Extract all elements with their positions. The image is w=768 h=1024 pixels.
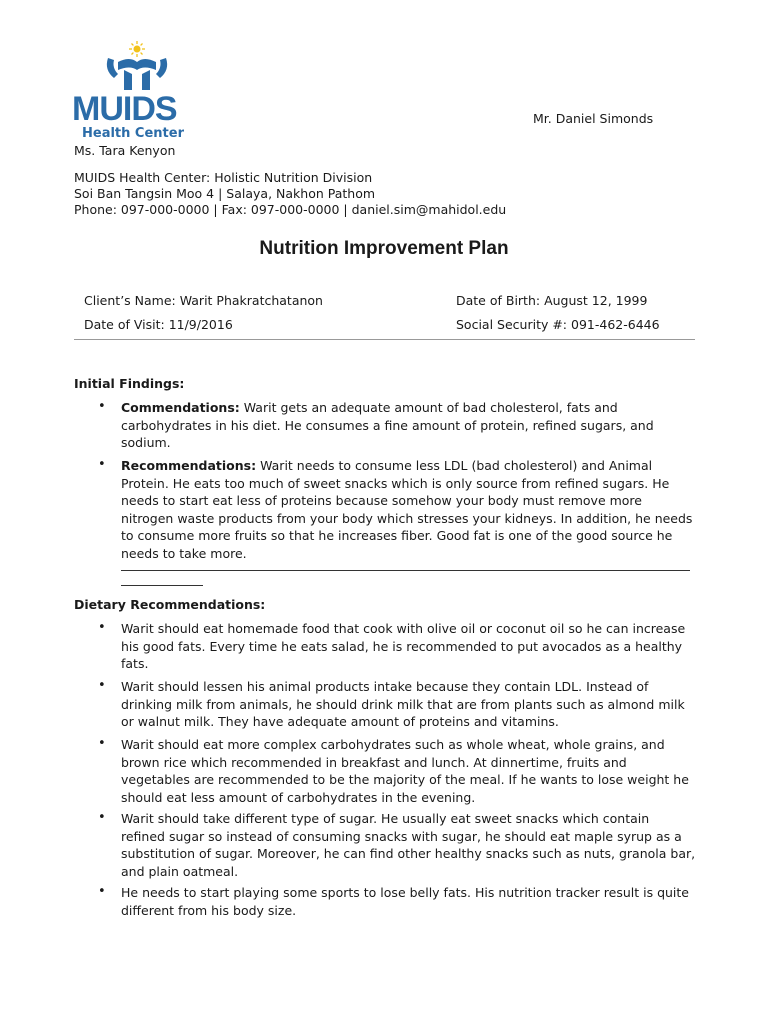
fill-line (121, 585, 203, 586)
commendations-label: Commendations: (121, 400, 240, 415)
bullet-icon: • (98, 736, 106, 751)
dietary-item-text: He needs to start playing some sports to lose belly fats. His nutrition tracker result is quite different from his body size. (121, 885, 689, 918)
sender-name: Ms. Tara Kenyon (74, 143, 176, 158)
recipient-name: Mr. Daniel Simonds (533, 111, 654, 126)
bullet-icon: • (98, 457, 106, 472)
dietary-recommendations-heading: Dietary Recommendations: (74, 597, 266, 612)
dietary-item-text: Warit should eat homemade food that cook with olive oil or coconut oil so he can increase his good fats. Every time he eats salad, he is recommended to put avocados as a healthy fats. (121, 621, 686, 671)
commendations-text: Warit gets an adequate amount of bad cholesterol, fats and carbohydrates in his diet. He consumes a fine amount of protein, refined sugars, and sodium. (121, 400, 654, 450)
list-item (98, 620, 696, 673)
bullet-icon: • (98, 620, 106, 635)
muids-logo (70, 40, 210, 150)
bullet-icon: • (98, 399, 106, 414)
contact-line: Phone: 097-000-0000 | Fax: 097-000-0000 | daniel.sim@mahidol.edu (74, 202, 507, 217)
document-title: Nutrition Improvement Plan (259, 238, 509, 259)
divider (74, 339, 695, 340)
list-item (98, 457, 696, 562)
list-item (98, 810, 696, 880)
address-line: Soi Ban Tangsin Moo 4 | Salaya, Nakhon Pathom (74, 186, 376, 201)
recommendations-text: Warit needs to consume less LDL (bad cholesterol) and Animal Protein. He eats too much of sweet snacks which is only source from refined sugars. He needs to start eat less of proteins because somehow your body must remove more nitrogen waste products from your body which stresses your kidneys. In addition, he needs to consume more fruits so that he increases fiber. Good fat is one of the good source he needs to take more. (121, 458, 693, 561)
client-name: Client’s Name: Warit Phakratchatanon (84, 293, 323, 308)
initial-findings-heading: Initial Findings: (74, 376, 185, 391)
date-of-visit: Date of Visit: 11/9/2016 (84, 317, 233, 332)
list-item (98, 399, 696, 452)
organization-line: MUIDS Health Center: Holistic Nutrition Division (74, 170, 373, 185)
bullet-icon: • (98, 884, 106, 899)
logo-subtitle: Health Center (82, 126, 184, 141)
logo-wordmark: MUIDS (72, 90, 177, 128)
dietary-item-text: Warit should eat more complex carbohydrates such as whole wheat, whole grains, and brown rice which recommended in breakfast and lunch. At dinnertime, fruits and vegetables are recommended to be the majority of the meal. If he wants to lose weight he should eat less amount of carbohydrates in the evening. (121, 737, 689, 805)
list-item (98, 736, 696, 806)
list-item (98, 884, 696, 919)
dietary-item-text: Warit should lessen his animal products intake because they contain LDL. Instead of drinking milk from animals, he should drink milk that are from plants such as almond milk or walnut milk. They have adequate amount of proteins and vitamins. (121, 679, 685, 729)
dietary-item-text: Warit should take different type of sugar. He usually eat sweet snacks which contain refined sugar so instead of consuming snacks with sugar, he should eat maple syrup as a substitution of sugar. Moreover, he can find other healthy snacks such as nuts, granola bar, and plain oatmeal. (121, 811, 696, 879)
bullet-icon: • (98, 678, 106, 693)
social-security-number: Social Security #: 091-462-6446 (456, 317, 660, 332)
fill-line (121, 570, 690, 571)
date-of-birth: Date of Birth: August 12, 1999 (456, 293, 648, 308)
recommendations-label: Recommendations: (121, 458, 257, 473)
bullet-icon: • (98, 810, 106, 825)
list-item (98, 678, 696, 731)
